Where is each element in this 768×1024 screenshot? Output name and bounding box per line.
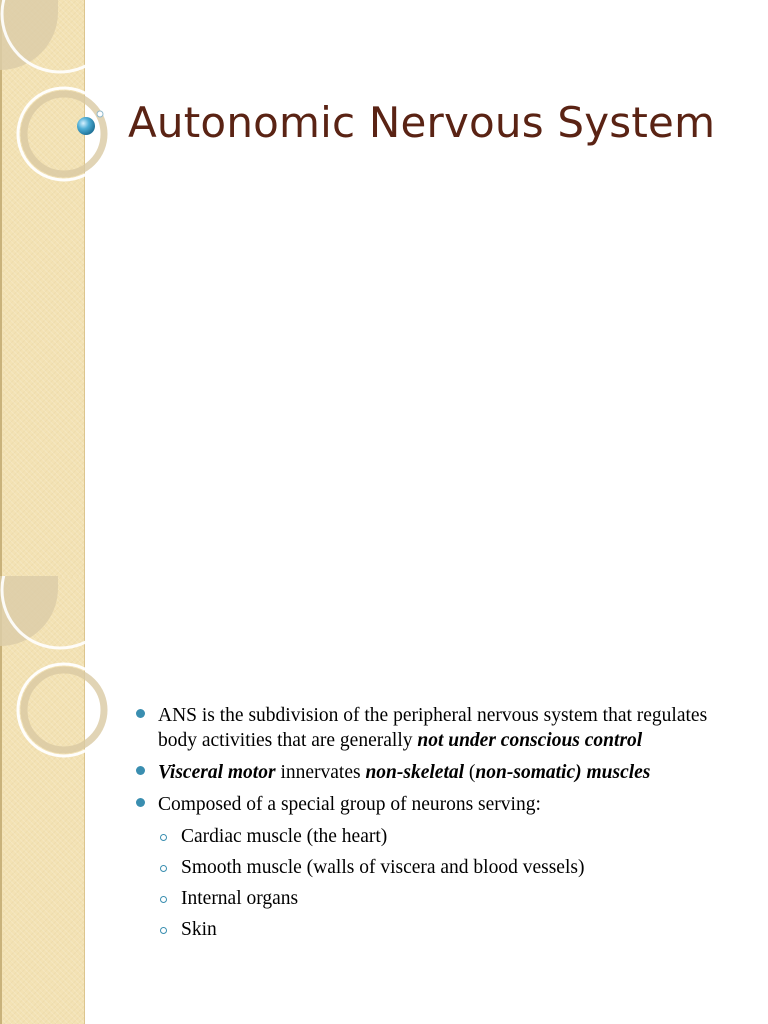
bullet-item (134, 792, 744, 817)
emphasis-text: not under conscious control (417, 730, 643, 751)
sub-bullet-text: Skin (181, 919, 217, 940)
bullet-dot-icon (136, 798, 145, 807)
decorative-ring (18, 664, 110, 756)
sub-bullet-ring-icon (160, 865, 167, 872)
sub-bullet-item (158, 917, 744, 942)
bullet-dot-icon (136, 709, 145, 718)
sub-bullet-ring-icon (160, 927, 167, 934)
emphasis-text: Visceral motor (158, 762, 276, 783)
bullet-text: Composed of a special group of neurons serving: (158, 794, 541, 815)
bullet-text-segment: ANS is the subdivision of the peripheral nervous system that regulates body activities that are generally (158, 705, 708, 751)
bullet-text (158, 762, 650, 783)
small-circle-icon (97, 111, 103, 117)
sub-bullet-text: Internal organs (181, 888, 299, 909)
decorative-ring (18, 88, 110, 180)
slide-2 (0, 576, 768, 1024)
sub-bullet-text: Smooth muscle (walls of viscera and blood vessels) (181, 857, 585, 878)
sub-bullet-item (158, 886, 744, 911)
sub-bullet-item (158, 824, 744, 849)
bullet-dot-icon (136, 766, 145, 775)
bullet-text (158, 705, 707, 751)
emphasis-text: non-skeletal (365, 762, 465, 783)
decorative-circles (0, 0, 120, 220)
bullet-item (134, 760, 744, 785)
slide-title: Autonomic Nervous System (128, 98, 716, 147)
quarter-disc-shape (0, 0, 58, 70)
bullet-text-segment: innervates (275, 762, 366, 783)
decorative-ring (24, 670, 104, 750)
bullet-text-segment: ( (464, 762, 476, 783)
sub-bullet-text: Cardiac muscle (the heart) (181, 826, 388, 847)
sub-bullet-ring-icon (160, 834, 167, 841)
sub-bullet-item (158, 855, 744, 880)
sub-bullet-list (134, 824, 744, 942)
bullet-item (134, 703, 744, 753)
blue-sphere-icon (77, 117, 95, 135)
decorative-ring (24, 94, 104, 174)
quarter-disc-shape (0, 576, 58, 646)
decorative-circles (0, 576, 120, 796)
bullet-list (134, 703, 744, 948)
sub-bullet-ring-icon (160, 896, 167, 903)
emphasis-text: non-somatic) muscles (475, 762, 651, 783)
